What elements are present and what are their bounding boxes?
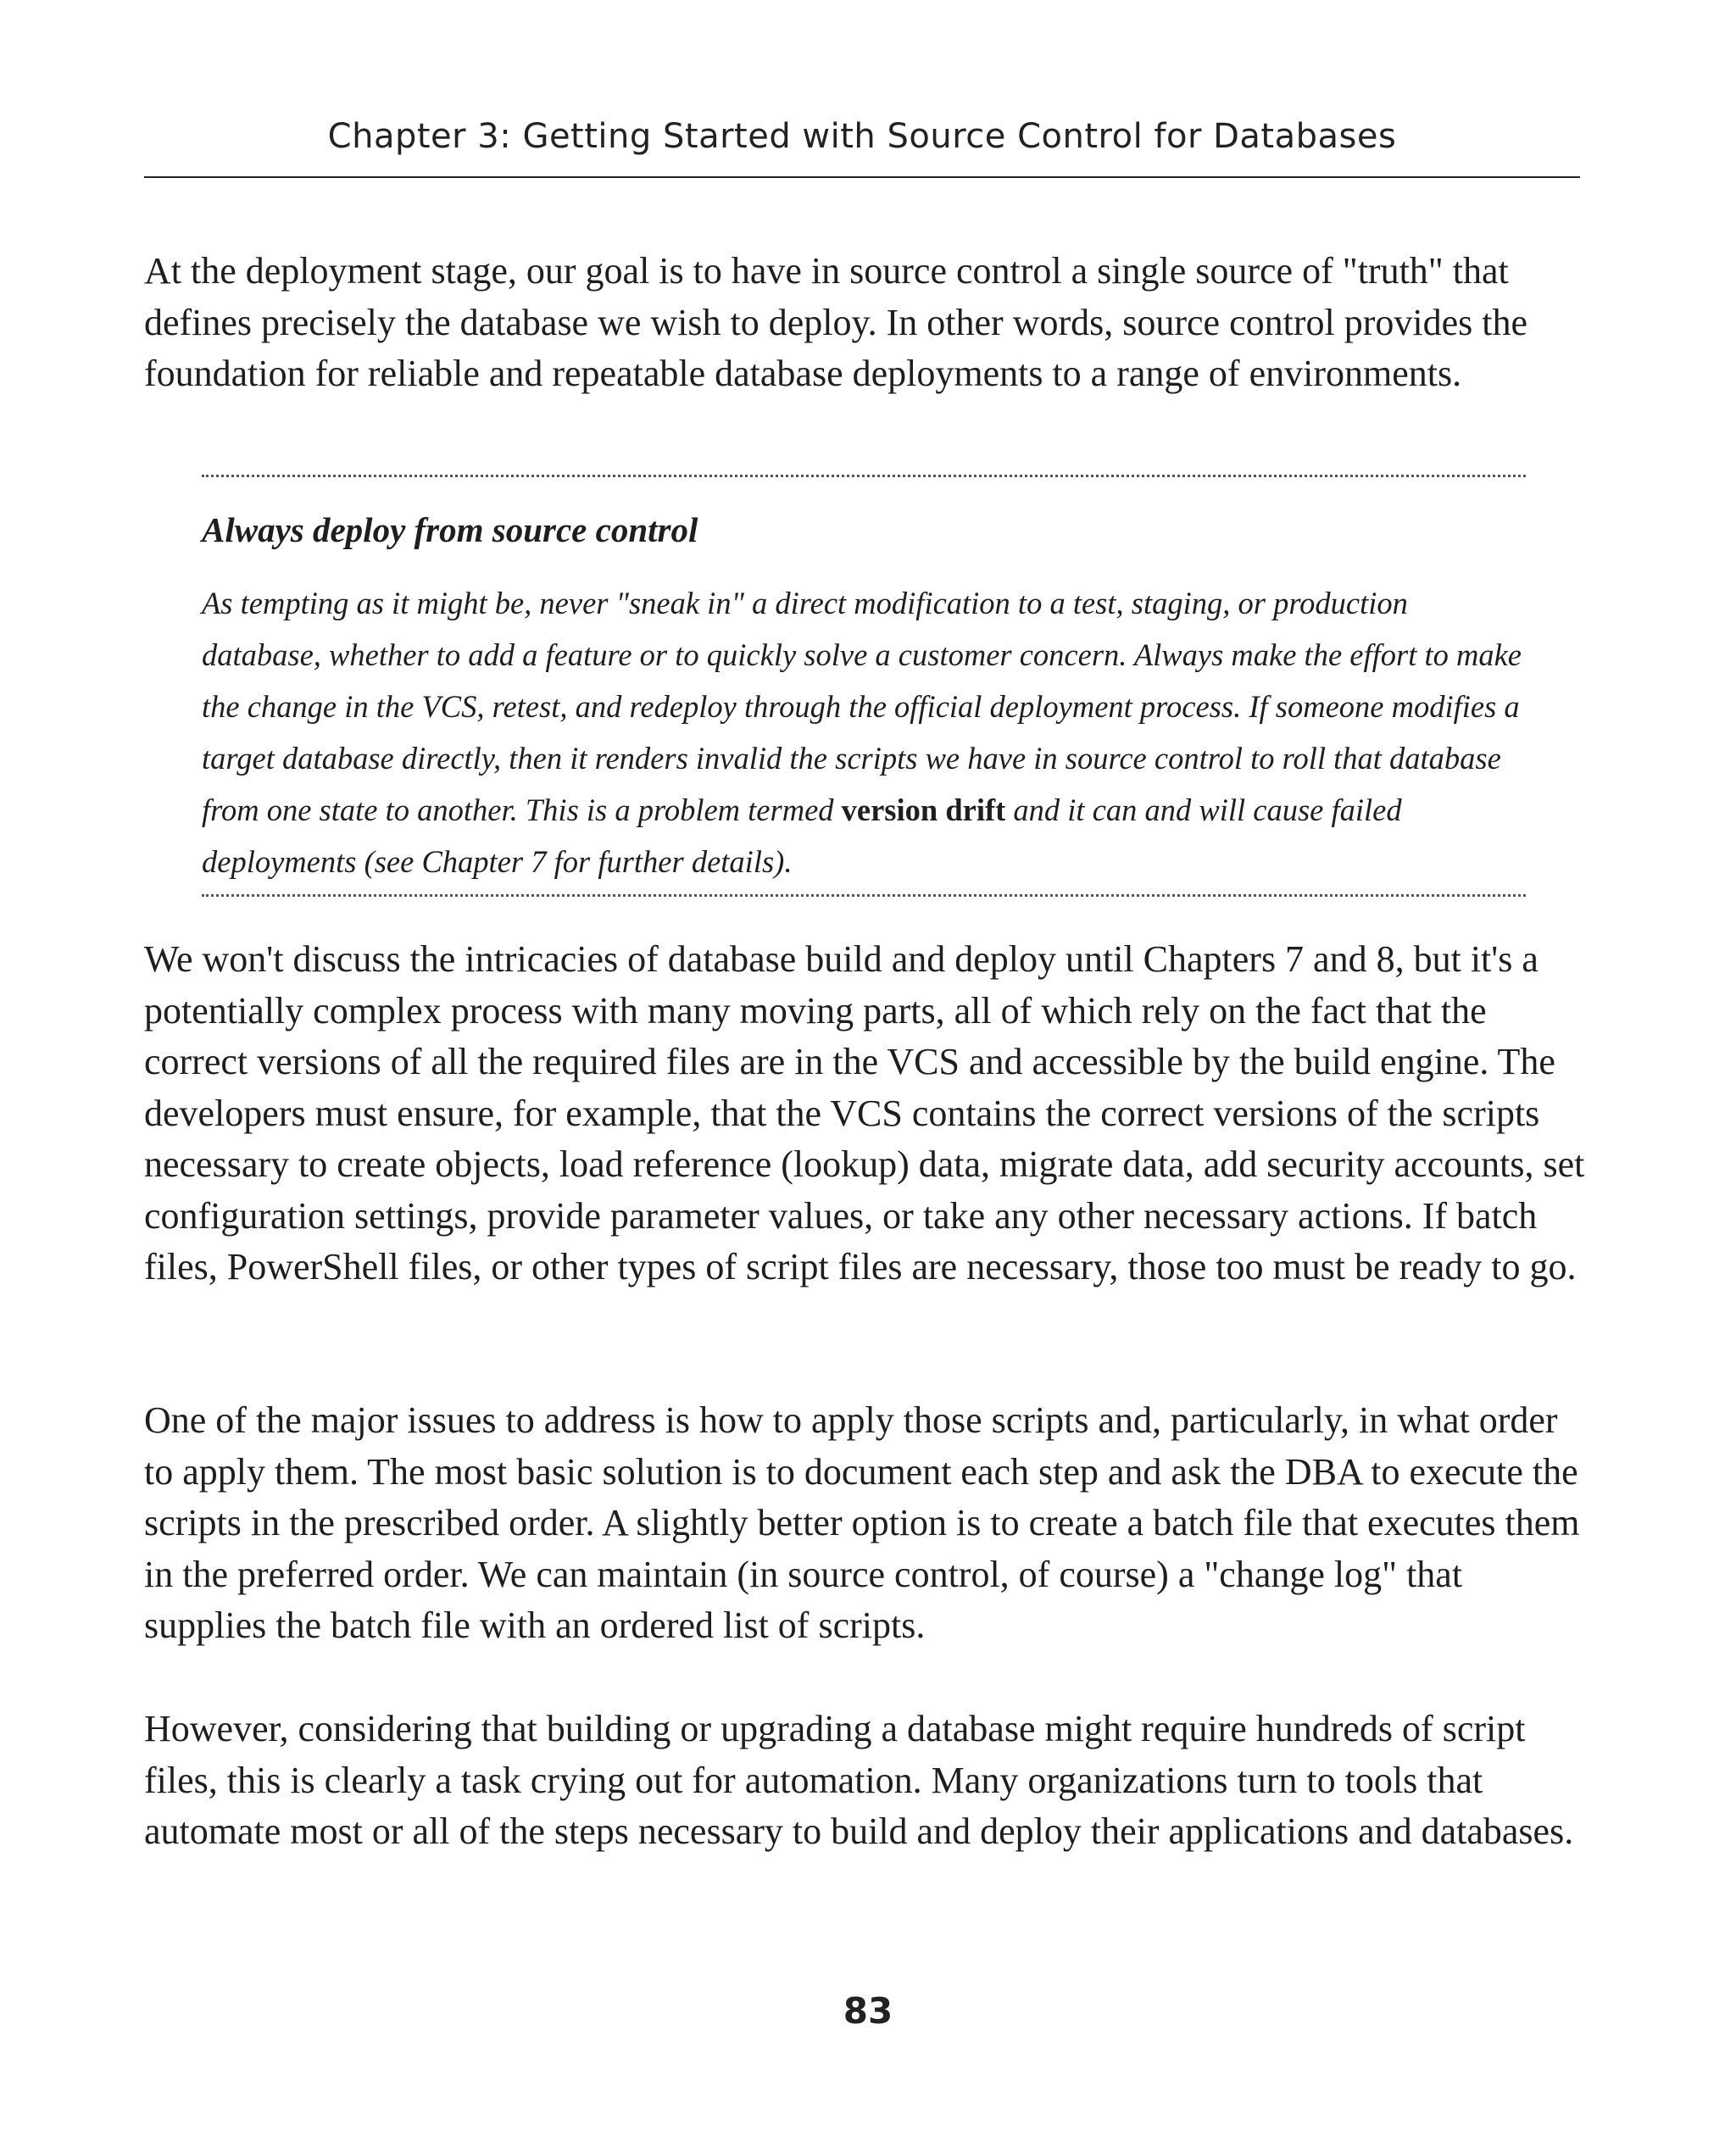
paragraph: We won't discuss the intricacies of database build and deploy until Chapters 7 and 8, but it's a potentially complex process with many moving parts, all of which rely on the fact that the correct versions of all the required files are in the VCS and accessible by the build engine. The developers must ensure, for example, that the VCS contains the correct versions of the scripts necessary to create objects, load reference (lookup) data, migrate data, add security accounts, set configuration settings, provide parameter values, or take any other necessary actions. If batch files, PowerShell files, or other types of script files are necessary, those too must be ready to go. xyxy=(144,938,1585,1287)
running-header: Chapter 3: Getting Started with Source Control for Databases xyxy=(327,117,1397,156)
callout-term: version drift xyxy=(841,792,1006,827)
paragraph: At the deployment stage, our goal is to have in source control a single source of "truth" that defines precisely the database we wish to deploy. In other words, source control provides the foundation for reliable and repeatable database deployments to a range of environments. xyxy=(144,250,1527,394)
callout-box xyxy=(202,475,1526,897)
callout-text: As tempting as it might be, never "sneak in" a direct modification to a test, staging, or production database, whether to add a feature or to quickly solve a customer concern. Always make the effort to make the change in the VCS, retest, and redeploy through the official deployment process. If someone modifies a target database directly, then it renders invalid the scripts we have in source control to roll that database from one state to another. This is a problem termed xyxy=(202,586,1522,827)
header-rule xyxy=(144,176,1580,178)
callout-title: Always deploy from source control xyxy=(202,510,698,549)
paragraph: However, considering that building or upgrading a database might require hundreds of script files, this is clearly a task crying out for automation. Many organizations turn to tools that automate most or all of the steps necessary to build and deploy their applications and databases. xyxy=(144,1708,1574,1852)
paragraph: One of the major issues to address is how to apply those scripts and, particularly, in what order to apply them. The most basic solution is to document each step and ask the DBA to execute the scripts in the prescribed order. A slightly better option is to create a batch file that executes them in the preferred order. We can maintain (in source control, of course) a "change log" that supplies the batch file with an ordered list of scripts. xyxy=(144,1399,1580,1646)
callout-body xyxy=(202,577,1524,887)
page-number: 83 xyxy=(843,1990,893,2032)
callout-text: and it can and will cause failed deployments (see Chapter 7 for further details). xyxy=(202,792,1402,879)
